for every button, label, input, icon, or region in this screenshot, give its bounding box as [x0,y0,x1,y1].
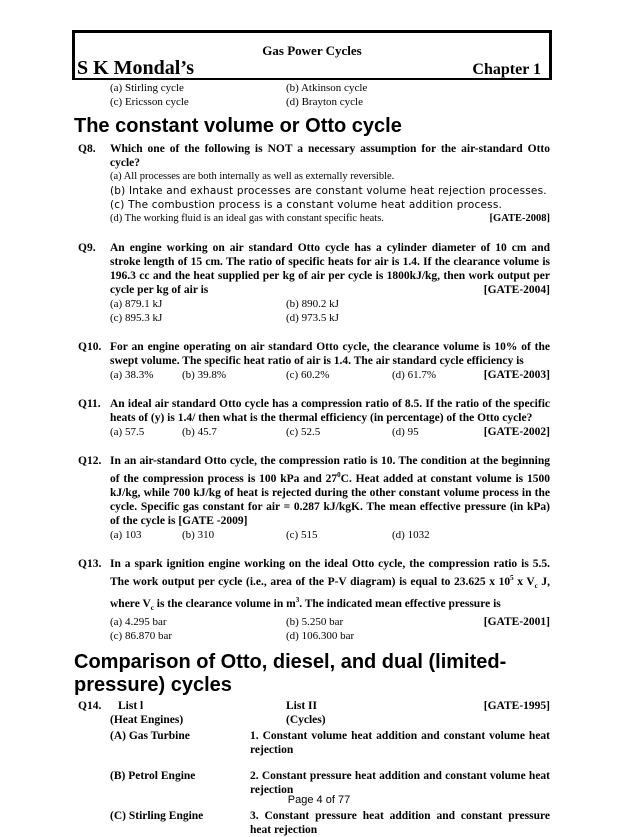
option-d: (d) 1032 [392,528,430,541]
list1-subheading: (Heat Engines) [110,714,184,727]
option-b: (b) Atkinson cycle [286,82,368,94]
option-b: (b) 310 [182,528,215,541]
option-d: (d) 973.5 kJ [286,312,339,324]
match-list-subheader [78,713,550,727]
exam-tag: [GATE-2008] [489,213,550,224]
option-d: (d) The working fluid is an ideal gas with constant specific heats. [110,213,384,224]
option-a: (a) 57.5 [110,426,145,438]
option-b: (b) Intake and exhaust processes are constant volume heat rejection processes. [110,185,547,197]
question-number: Q8. [78,143,96,155]
option-d: (d) 106.300 bar [286,630,355,643]
question-q8 [78,142,550,226]
exam-tag: [GATE-1995] [483,700,550,713]
question-text: In a spark ignition engine working on the ideal Otto cycle, the compression ratio is 5.5. The work output per cycle (i.e., area of the P-V diagram) is equal to 23.625 x $10^5$ x $V_c$ J, where $V_c$ is the clearance volume in $m^3$. The indicated mean effective pressure is [GATE-2001] [110,557,550,629]
section-title-otto: The constant volume or Otto cycle [74,115,402,137]
list2-item: 3. Constant pressure heat addition and constant pressure heat rejection [250,810,550,837]
list1-item: (B) Petrol Engine [110,770,196,783]
option-c: (c) 86.870 bar [110,630,173,643]
section-title-comparison: Comparison of Otto, diesel, and dual (limited-pressure) cycles [74,651,507,697]
option-a: (a) 879.1 kJ [110,298,163,310]
question-number: Q10. [78,341,102,353]
list2-item: 1. Constant volume heat addition and constant volume heat rejection [250,730,550,757]
question-text: An engine working on air standard Otto cycle has a cylinder diameter of 10 cm and stroke length of 15 cm. The ratio of specific heats for air is 1.4. If the clearance volume is 196.3 cc and the heat supplied per kg of air per cycle is 1800kJ/kg, then work output per cycle per kg of air is [110,242,550,296]
list2-heading: List II [286,700,317,713]
list2-item: 2. Constant pressure heat addition and constant volume heat rejection [250,770,550,797]
header-author: S K Mondal’s [77,57,195,79]
question-q9 [78,241,550,297]
list1-heading: List l [118,700,144,713]
page-footer: Page 4 of 77 [287,794,351,806]
option-b: (b) 39.8% [182,369,226,381]
question-q12 [78,454,550,528]
option-d: (d) 61.7% [392,369,436,381]
header-subject: Gas Power Cycles [262,43,362,58]
list1-item: (C) Stirling Engine [110,810,204,823]
question-number: Q11. [78,398,101,410]
exam-tag: [GATE-2004] [483,284,550,296]
question-number: Q14. [78,700,102,713]
list1-item: (A) Gas Turbine [110,730,190,743]
option-c: (c) 60.2% [286,369,330,381]
match-list-header [78,699,550,713]
option-d: (d) Brayton cycle [286,96,363,108]
page-header [72,30,552,78]
option-d: (d) 95 [392,426,419,438]
option-a: (a) 103 [110,528,142,541]
question-number: Q12. [78,455,102,467]
question-number: Q13. [78,557,102,570]
option-a: (a) 4.295 bar [110,616,167,629]
option-b: (b) 5.250 bar [286,616,344,629]
page-content [74,81,550,837]
question-number: Q9. [78,242,96,254]
option-c: (c) Ericsson cycle [110,96,189,108]
question-text: Which one of the following is NOT a necessary assumption for the air-standard Otto cycle? [110,143,550,169]
option-b: (b) 890.2 kJ [286,298,339,310]
option-a: (a) All processes are both internally as well as externally reversible. [110,171,395,182]
header-rule [72,78,552,80]
match-item [78,729,550,757]
option-a: (a) Stirling cycle [110,82,184,94]
option-c: (c) 52.5 [286,426,321,438]
prev-options-row-2 [78,95,550,109]
match-item [78,809,550,837]
exam-tag: [GATE-2002] [483,426,550,438]
exam-tag: [GATE -2009] [178,514,248,527]
option-a: (a) 38.3% [110,369,154,381]
exam-tag: [GATE-2003] [483,369,550,381]
list2-subheading: (Cycles) [286,714,326,727]
option-c: (c) 895.3 kJ [110,312,163,324]
exam-tag: [GATE-2001] [483,616,550,629]
question-text: In an air-standard Otto cycle, the compression ratio is 10. The condition at the beginning of the compression process is 100 kPa and $27^0C$. Heat added at constant volume is 1500 kJ/kg, while 700 kJ/kg of heat is rejected during the other constant volume process in the cycle. Specific gas constant for air = 0.287 kJ/kgK. The mean effective pressure (in kPa) of the cycle is [GATE -2009] [110,455,550,527]
question-text: For an engine operating on air standard Otto cycle, the clearance volume is 10% of the swept volume. The specific heat ratio of air is 1.4. The air standard cycle efficiency is [110,341,550,367]
question-text: An ideal air standard Otto cycle has a compression ratio of 8.5. If the ratio of the specific heats of (y) is 1.4/ then what is the thermal efficiency (in percentage) of the Otto cycle? [110,398,550,424]
prev-options-row-1 [78,81,550,95]
match-item [78,769,550,797]
header-chapter: Chapter 1 [472,61,541,78]
option-c: (c) The combustion process is a constant volume heat addition process. [110,199,503,211]
option-c: (c) 515 [286,528,318,541]
option-b: (b) 45.7 [182,426,217,438]
